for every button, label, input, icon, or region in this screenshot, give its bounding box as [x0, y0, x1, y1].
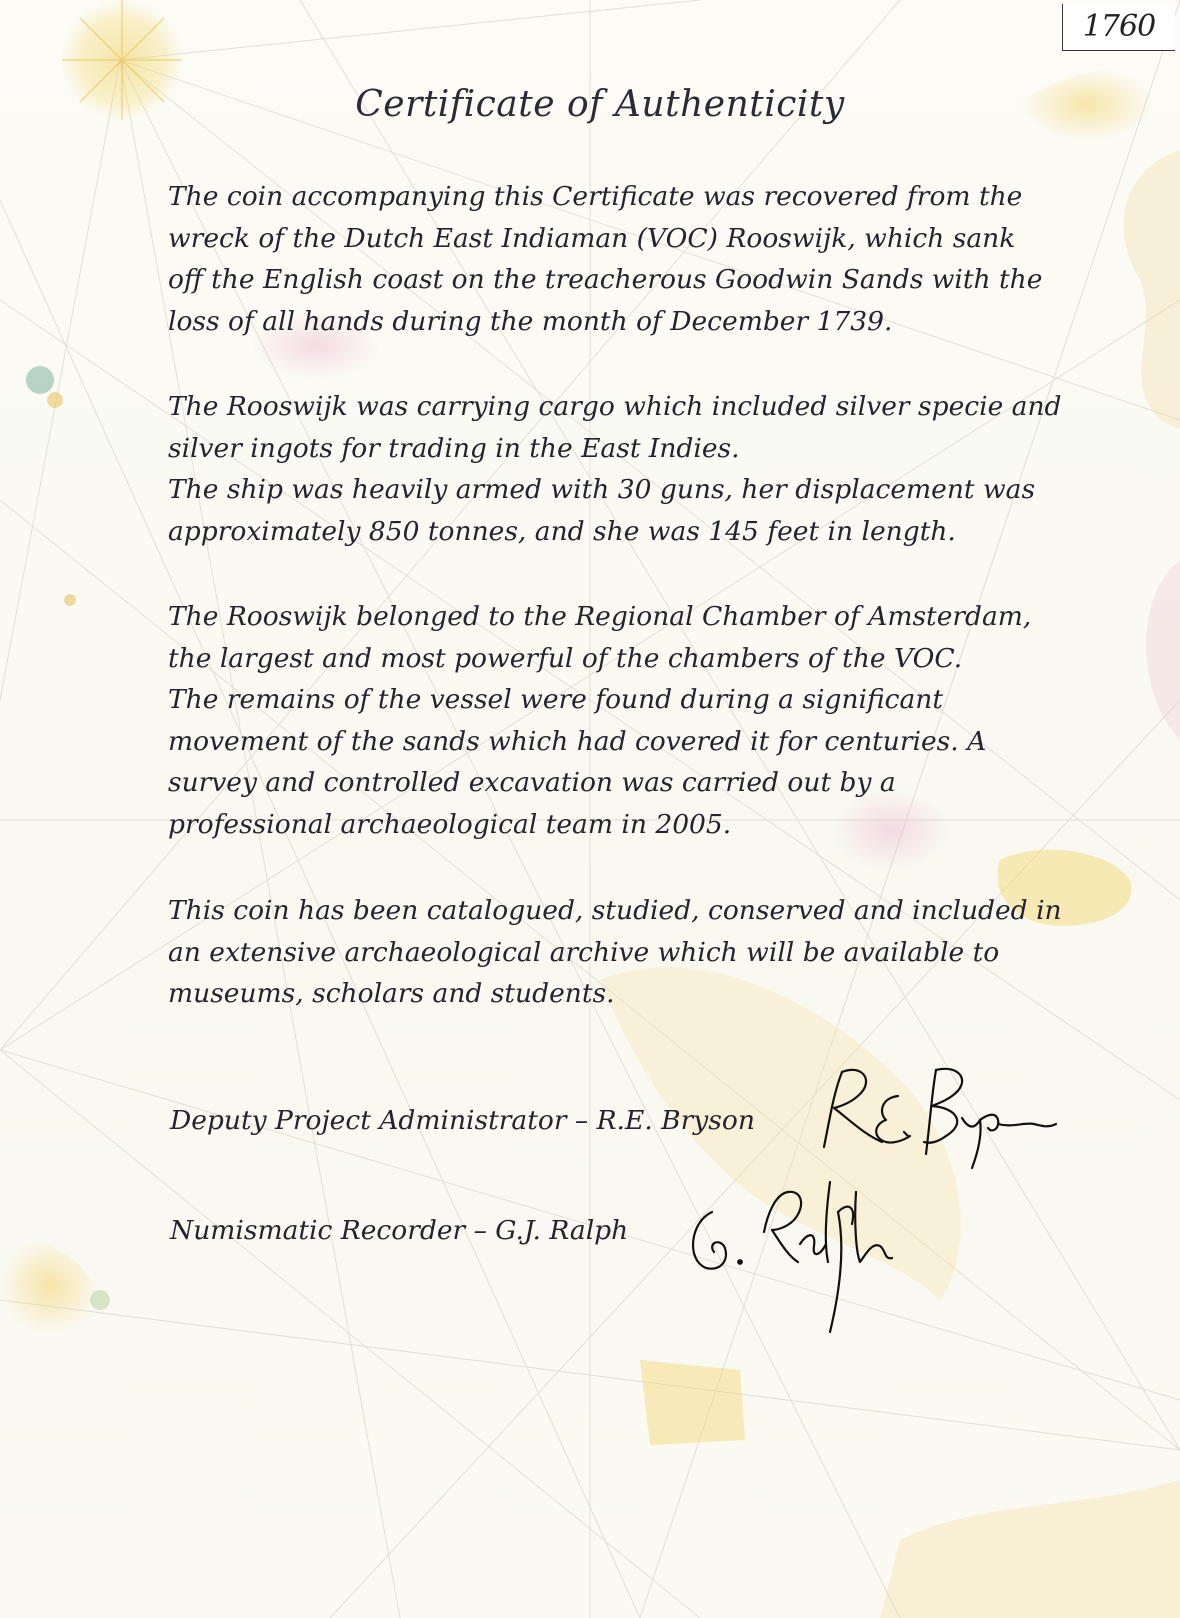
paragraph-line: approximately 850 tonnes, and she was 145 feet in length.: [168, 515, 956, 547]
handwritten-number: 1760: [1062, 4, 1175, 51]
paragraph-line: survey and controlled excavation was carried out by a: [168, 767, 896, 798]
paragraph-line: This coin has been catalogued, studied, conserved and included in: [168, 895, 1062, 926]
paragraph-line: an extensive archaeological archive which will be available to: [168, 936, 1000, 968]
paragraph-line: museums, scholars and students.: [168, 978, 615, 1009]
paragraph-line: movement of the sands which had covered it for centuries. A: [168, 725, 987, 757]
paragraph-3: [168, 596, 1048, 845]
paragraph-line: wreck of the Dutch East Indiaman (VOC) Rooswijk, which sank: [168, 222, 1016, 254]
numismatic-recorder-line: Numismatic Recorder – G.J. Ralph: [170, 1215, 629, 1246]
paragraph-line: off the English coast on the treacherous Goodwin Sands with the: [168, 264, 1043, 295]
paragraph-2: [168, 386, 1062, 552]
paragraph-line: professional archaeological team in 2005.: [168, 808, 732, 840]
signature-ralph: [680, 1172, 920, 1342]
deputy-administrator-line: Deputy Project Administrator – R.E. Bryson: [170, 1105, 755, 1136]
paragraph-line: the largest and most powerful of the chambers of the VOC.: [168, 642, 963, 674]
paragraph-4: [168, 890, 1062, 1015]
signature-bryson: [812, 1062, 1062, 1172]
paragraph-line: loss of all hands during the month of December 1739.: [168, 305, 893, 337]
paragraph-line: The Rooswijk belonged to the Regional Chamber of Amsterdam,: [168, 601, 1032, 632]
paragraph-line: The ship was heavily armed with 30 guns, her displacement was: [168, 474, 1036, 505]
paragraph-line: The remains of the vessel were found during a significant: [168, 684, 944, 715]
paragraph-1: [168, 176, 1048, 342]
paragraph-line: The Rooswijk was carrying cargo which included silver specie and: [168, 391, 1062, 422]
paragraph-line: silver ingots for trading in the East Indies.: [168, 432, 740, 464]
paragraph-line: The coin accompanying this Certificate was recovered from the: [168, 181, 1023, 212]
page-title: Certificate of Authenticity: [355, 84, 845, 125]
